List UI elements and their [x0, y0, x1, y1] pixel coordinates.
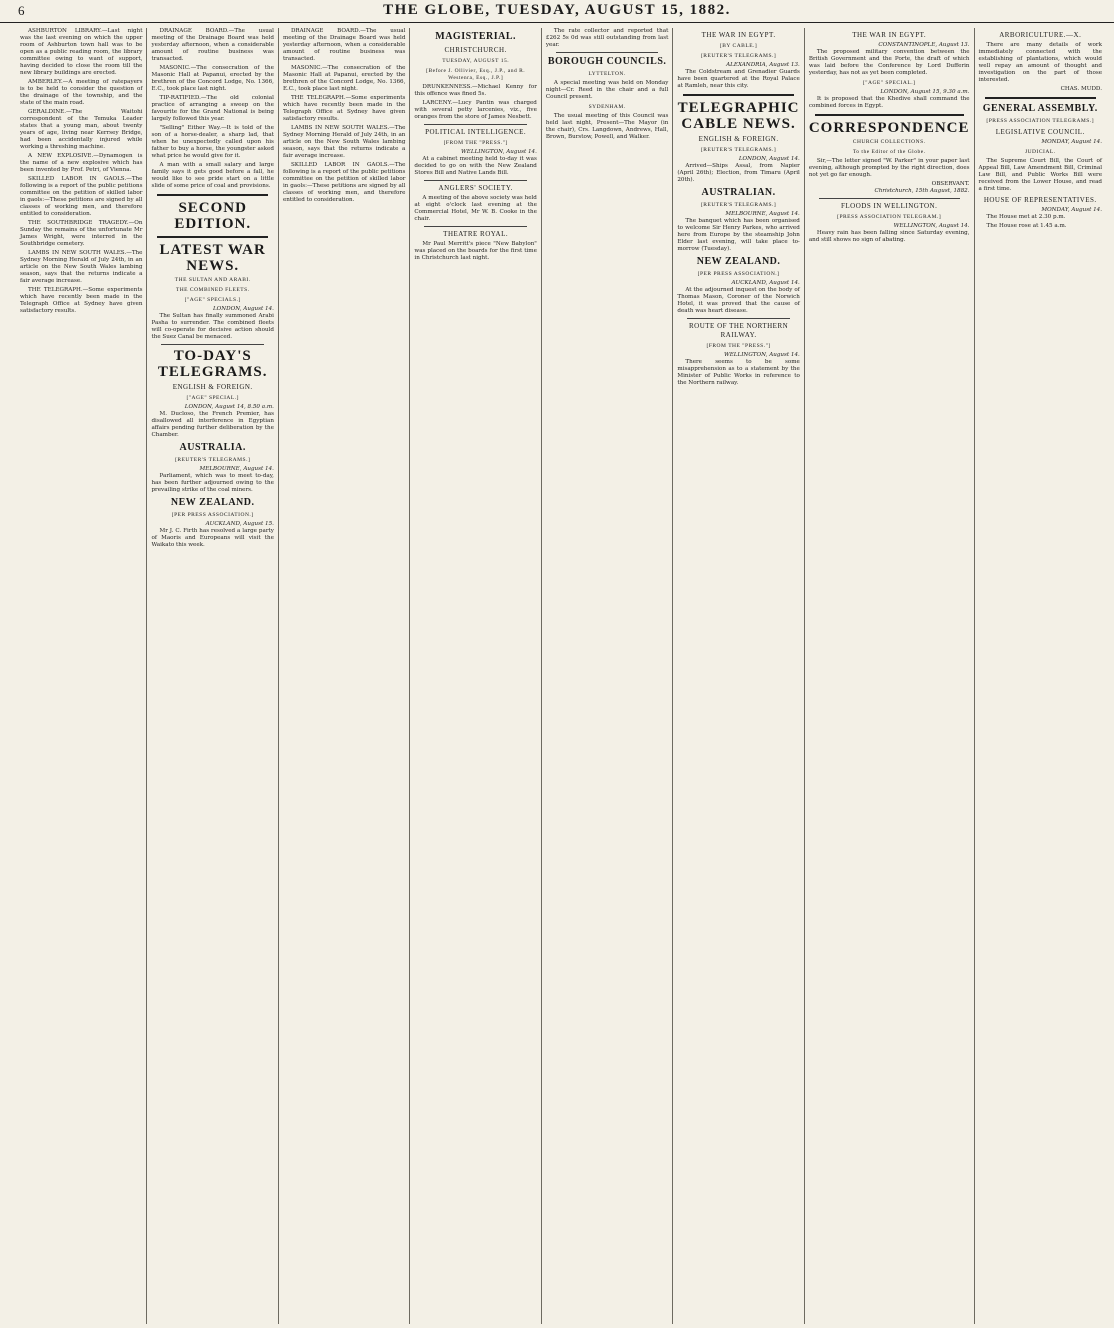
telegram-body: M. Ducloso, the French Premier, has disallowed all interference in Egyptian affairs pending further deliberation by the Chamber.: [151, 411, 274, 438]
new-zealand-body: Mr J. C. Firth has resolved a large party of Maoris and Europeans will visit the Waikato this week.: [151, 528, 274, 548]
dateline: MELBOURNE, August 14.: [199, 466, 274, 472]
latest-war-news-heading: LATEST WAR NEWS.: [159, 242, 266, 274]
agency-label: ["AGE" SPECIAL.]: [186, 395, 239, 401]
northern-railway-body: There seems to be some misapprehension as to a statement by the Minister of Public Works in reference to the Northern railway.: [677, 359, 800, 386]
article-amberley: AMBERLEY.—A meeting of ratepayers is to be held to consider the question of the drainage of the township, and the state of the main road.: [20, 79, 143, 106]
article-geraldine: GERALDINE.—The Waitohi correspondent of the Temuka Leader states that a young man, about twenty years of age, living near Kerrsey Bridge, had been accidentally injured while working a threshing machine.: [20, 109, 143, 150]
column-2: [147, 28, 278, 1324]
subheading-english-foreign: ENGLISH & FOREIGN.: [172, 383, 253, 391]
article-telegraph: THE TELEGRAPH.—Some experiments which have recently been made in the Telegraph Office at Sydney have given satisfactory results.: [20, 287, 143, 314]
column-8: [975, 28, 1106, 1324]
theatre-body: Mr Paul Merritt's piece "New Babylon" was placed on the boards for the first time in Christchurch last night.: [414, 241, 537, 261]
subheading-sultan-arabi: THE SULTAN AND ARABI.: [174, 277, 251, 283]
dateline: MONDAY, August 14.: [1041, 139, 1102, 145]
political-body: At a cabinet meeting held to-day it was decided to go on with the New Zealand Stores Bill and Native Lands Bill.: [414, 156, 537, 176]
christchurch-subheading: CHRISTCHURCH.: [444, 46, 507, 54]
house-rose-note: The House rose at 1.45 a.m.: [986, 223, 1067, 229]
australia-body: Parliament, which was to meet to-day, has been further adjourned owing to the prevailing strike of the coal miners.: [151, 473, 274, 493]
agency-label: ["AGE" SPECIAL.]: [862, 80, 916, 86]
larceny-item: LARCENY.—Lucy Pantin was charged with several petty larcenies, viz., five oranges from the store of James Nesbett.: [414, 100, 537, 120]
dateline: AUCKLAND, August 14.: [731, 280, 800, 286]
borough-councils-heading: BOROUGH COUNCILS.: [547, 56, 667, 67]
dateline: LONDON, August 15, 9.30 a.m.: [880, 89, 970, 95]
court-date: TUESDAY, AUGUST 15.: [442, 58, 510, 64]
house-of-representatives-heading: HOUSE OF REPRESENTATIVES.: [983, 196, 1097, 204]
anglers-society-heading: ANGLERS' SOCIETY.: [438, 184, 513, 192]
rate-collector-item: The rate collector and reported that £262 5s 0d was still outstanding from last year.: [545, 28, 669, 48]
second-edition-banner: SECOND EDITION.: [174, 200, 252, 232]
article-drainage-board-cont: DRAINAGE BOARD.—The usual meeting of the Drainage Board was held yesterday afternoon, when a considerable amount of routine business was transacted.: [282, 28, 406, 62]
australia-heading: AUSTRALIA.: [179, 442, 246, 453]
new-zealand-heading: NEW ZEALAND.: [696, 256, 781, 267]
divider: [819, 198, 960, 199]
war-in-egypt-heading: THE WAR IN EGYPT.: [852, 31, 927, 39]
sydenham-subheading: SYDENHAM.: [588, 104, 626, 110]
divider: [157, 236, 267, 238]
todays-telegrams-heading: TO-DAY'S TELEGRAMS.: [157, 348, 268, 380]
new-zealand-body: At the adjourned inquest on the body of Thomas Mason, Coroner of the Norwich Hotel, it was proved that the cause of death was heart disease.: [677, 287, 800, 314]
dateline: LONDON, August 14.: [738, 156, 800, 162]
subheading-combined-fleets: THE COMBINED FLEETS.: [175, 287, 250, 293]
article-lambs-cont: LAMBS IN NEW SOUTH WALES.—The Sydney Morning Herald of July 24th, in an article on the New South Wales lambing season, says that the returns indicate a fair average increase.: [282, 125, 406, 159]
war-news-body: The Sultan has finally summoned Arabi Pasha to surrender. The combined fleets will co-operate for decisive action should the Suez Canal be menaced.: [151, 313, 274, 340]
drunkenness-item: DRUNKENNESS.—Michael Kenny for this offence was fined 5s.: [414, 84, 537, 97]
dateline: WELLINGTON, August 14.: [723, 352, 800, 358]
column-3: [279, 28, 410, 1324]
house-body: The House met at 2.30 p.m.: [986, 214, 1066, 220]
agency-label: [PRESS ASSOCIATION TELEGRAM.]: [837, 214, 942, 220]
dateline: LONDON, August 14.: [212, 306, 274, 312]
letter-place-date: Christchurch, 15th August, 1882.: [874, 188, 970, 194]
masthead: [0, 0, 1114, 23]
arboriculture-heading: ARBORICULTURE.—X.: [999, 31, 1082, 39]
dateline: LONDON, August 14, 8.50 a.m.: [184, 404, 274, 410]
agency-label: ["AGE" SPECIALS.]: [184, 297, 241, 303]
new-zealand-heading: NEW ZEALAND.: [170, 497, 255, 508]
article-skilled-labor: SKILLED LABOR IN GAOLS.—The following is a report of the public petitions committee on the petition of skilled labor in gaols:—These petitions are signed by all classes of working men, and therefore entitled to consideration.: [20, 176, 143, 217]
agency-label: [PER PRESS ASSOCIATION.]: [697, 271, 780, 277]
newspaper-columns: [16, 28, 1106, 1324]
page-number: 6: [18, 3, 25, 18]
anglers-body: A meeting of the above society was held at eight o'clock last evening at the Commercial Hotel, Mr W. B. Cooke in the chair.: [414, 195, 537, 222]
floods-heading: FLOODS IN WELLINGTON.: [840, 202, 938, 210]
dateline: CONSTANTINOPLE, August 13.: [878, 42, 970, 48]
legislative-council-body: The Supreme Court Bill, the Court of Appeal Bill, Law Amendment Bill, Criminal Law Bill, and Public Works Bill were received from the Lower House, and read a first time.: [978, 158, 1102, 192]
column-7: [805, 28, 975, 1324]
sydenham-body: The usual meeting of this Council was held last night, Present—The Mayor (in the chair), Crs. Langdown, Andrews, Hall, Brown, Burstow, Powell, and Walker.: [545, 113, 669, 140]
war-body: The Coldstream and Grenadier Guards have been quartered at the Royal Palace at Ramleh, near this city.: [677, 69, 800, 89]
column-6: [673, 28, 804, 1324]
article-small-salary: A man with a small salary and large family says it gets good before a fall, he would like to see pride start on a little slide of some price of coal and provisions.: [151, 162, 274, 189]
general-assembly-heading: GENERAL ASSEMBLY.: [982, 103, 1098, 114]
dateline: ALEXANDRIA, August 13.: [726, 62, 800, 68]
divider: [687, 318, 789, 319]
article-new-explosive: A NEW EXPLOSIVE.—Dynamogen is the name of a new explosive which has been invented by Prof. Petri, of Vienna.: [20, 153, 143, 173]
divider: [424, 226, 526, 227]
dateline: MELBOURNE, August 14.: [725, 211, 800, 217]
legislative-council-heading: LEGISLATIVE COUNCIL.: [995, 128, 1085, 136]
agency-label: [PRESS ASSOCIATION TELEGRAMS.]: [986, 118, 1095, 124]
northern-railway-heading: ROUTE OF THE NORTHERN RAILWAY.: [688, 322, 789, 339]
lyttelton-subheading: LYTTELTON.: [588, 71, 626, 77]
article-southbridge-tragedy: THE SOUTHBRIDGE TRAGEDY.—On Sunday the remains of the unfortunate Mr James Wright, were interred in the Southbridge cemetery.: [20, 220, 143, 247]
divider: [683, 94, 793, 96]
arboriculture-signature: CHAS. MUDD.: [1060, 86, 1102, 92]
article-ashburton-library: ASHBURTON LIBRARY.—Last night was the last evening on which the upper room of Ashburton town hall was to be open as a public reading room, the library committee owing to want of support, having decided to close the room till the new library buildings are erected.: [20, 28, 143, 76]
column-4: [410, 28, 541, 1324]
column-1: [16, 28, 147, 1324]
cable-body: Arrived—Ships Assal, from Napier (April 26th); Election, from Timaru (April 20th).: [677, 163, 800, 183]
magisterial-heading: MAGISTERIAL.: [435, 31, 517, 42]
dateline: WELLINGTON, August 14.: [461, 149, 537, 155]
australian-heading: AUSTRALIAN.: [701, 187, 776, 198]
article-telegraph-cont: THE TELEGRAPH.—Some experiments which have recently been made in the Telegraph Office at Sydney have given satisfactory results.: [282, 95, 406, 122]
constantinople-body: The proposed military convention between the British Government and the Porte, the draft of which was laid before the Conference by Lord Dufferin yesterday, has not as yet been completed.: [808, 49, 970, 76]
judicial-subheading: JUDICIAL.: [1024, 149, 1056, 155]
dateline: MONDAY, August 14.: [1041, 207, 1102, 213]
divider: [985, 97, 1096, 99]
war-in-egypt-heading: THE WAR IN EGYPT.: [701, 31, 776, 39]
agency-label: [REUTER'S TELEGRAMS.]: [700, 202, 777, 208]
church-letter-body: Sir,—The letter signed "W. Parker" in your paper last evening, although prompted by the right direction, does not yet go far enough.: [808, 158, 970, 178]
dateline: AUCKLAND, August 15.: [205, 521, 274, 527]
khedive-body: It is proposed that the Khedive shall command the combined forces in Egypt.: [808, 96, 970, 109]
article-skilled-labor-cont: SKILLED LABOR IN GAOLS.—The following is a report of the public petitions committee on the petition of skilled labor in gaols:—These petitions are signed by all classes of working men, and therefore entitled to consideration.: [282, 162, 406, 203]
political-intelligence-heading: POLITICAL INTELLIGENCE.: [425, 128, 527, 136]
column-5: [542, 28, 673, 1324]
arboriculture-body: There are many details of work immediately connected with the establishing of plantations, which would well repay an amount of thought and investigation on the part of those interested.: [978, 42, 1102, 83]
dateline: WELLINGTON, August 14.: [893, 223, 970, 229]
agency-label: [PER PRESS ASSOCIATION.]: [171, 512, 254, 518]
article-lambs-nsw: LAMBS IN NEW SOUTH WALES.—The Sydney Morning Herald of July 24th, in an article on the New South Wales lambing season, says that the returns indicate a fair average increase.: [20, 250, 143, 284]
church-collections-heading: CHURCH COLLECTIONS.: [852, 139, 926, 145]
to-editor-label: To the Editor of the Globe.: [852, 149, 926, 155]
article-masonic-cont: MASONIC.—The consecration of the Masonic Hall at Papanui, erected by the brethren of the Concord Lodge, No. 1366, E.C., took place last night.: [282, 65, 406, 92]
divider: [815, 114, 964, 116]
letter-signature: OBSERVANT.: [931, 181, 970, 187]
telegraphic-cable-news-heading: TELEGRAPHIC CABLE NEWS.: [677, 100, 800, 132]
agency-label: [REUTER'S TELEGRAMS.]: [700, 147, 777, 153]
australian-body: The banquet which has been organised to welcome Sir Henry Parkes, who arrived here from Europe by the steamship John Elder last evening, will take place to-morrow (Tuesday).: [677, 218, 800, 252]
article-masonic: MASONIC.—The consecration of the Masonic Hall at Papanui, erected by the brethren of the Concord Lodge, No. 1366, E.C., took place last night.: [151, 65, 274, 92]
correspondence-heading: CORRESPONDENCE: [808, 120, 970, 136]
subheading-english-foreign: ENGLISH & FOREIGN.: [698, 135, 779, 143]
article-selling-either-way: "Selling" Either Way.—It is told of the son of a horse-dealer, a sharp lad, that when he unexpectedly called upon his father to buy a horse, the youngster asked what price he would give for it.: [151, 125, 274, 159]
divider: [424, 124, 526, 125]
theatre-royal-heading: THEATRE ROYAL.: [443, 230, 509, 238]
newspaper-title: THE GLOBE, TUESDAY, AUGUST 15, 1882.: [383, 2, 731, 18]
lyttelton-body: A special meeting was held on Monday night—Cr. Reed in the chair and a full Council present.: [545, 80, 669, 100]
agency-label: [FROM THE "PRESS."]: [443, 140, 508, 146]
article-drainage-board: DRAINAGE BOARD.—The usual meeting of the Drainage Board was held yesterday afternoon, when a considerable amount of routine business was transacted.: [151, 28, 274, 62]
divider: [157, 194, 267, 196]
floods-body: Heavy rain has been falling since Saturday evening, and still shows no sign of abating.: [808, 230, 970, 243]
agency-label: [BY CABLE.]: [719, 43, 758, 49]
divider: [556, 52, 658, 53]
agency-label: [REUTER'S TELEGRAMS.]: [175, 457, 251, 463]
agency-label: [REUTER'S TELEGRAMS.]: [700, 53, 777, 59]
divider: [161, 344, 263, 345]
agency-label: [FROM THE "PRESS."]: [706, 343, 771, 349]
bench-label: [Before J. Ollivier, Esq., J.P., and R. Westenra, Esq., J.P.]: [426, 68, 526, 81]
article-tip-ratified: TIP-RATIFIED.—The old colonial practice of arranging a sweep on the favourite for the Grand National is being largely followed this year.: [151, 95, 274, 122]
divider: [424, 180, 526, 181]
